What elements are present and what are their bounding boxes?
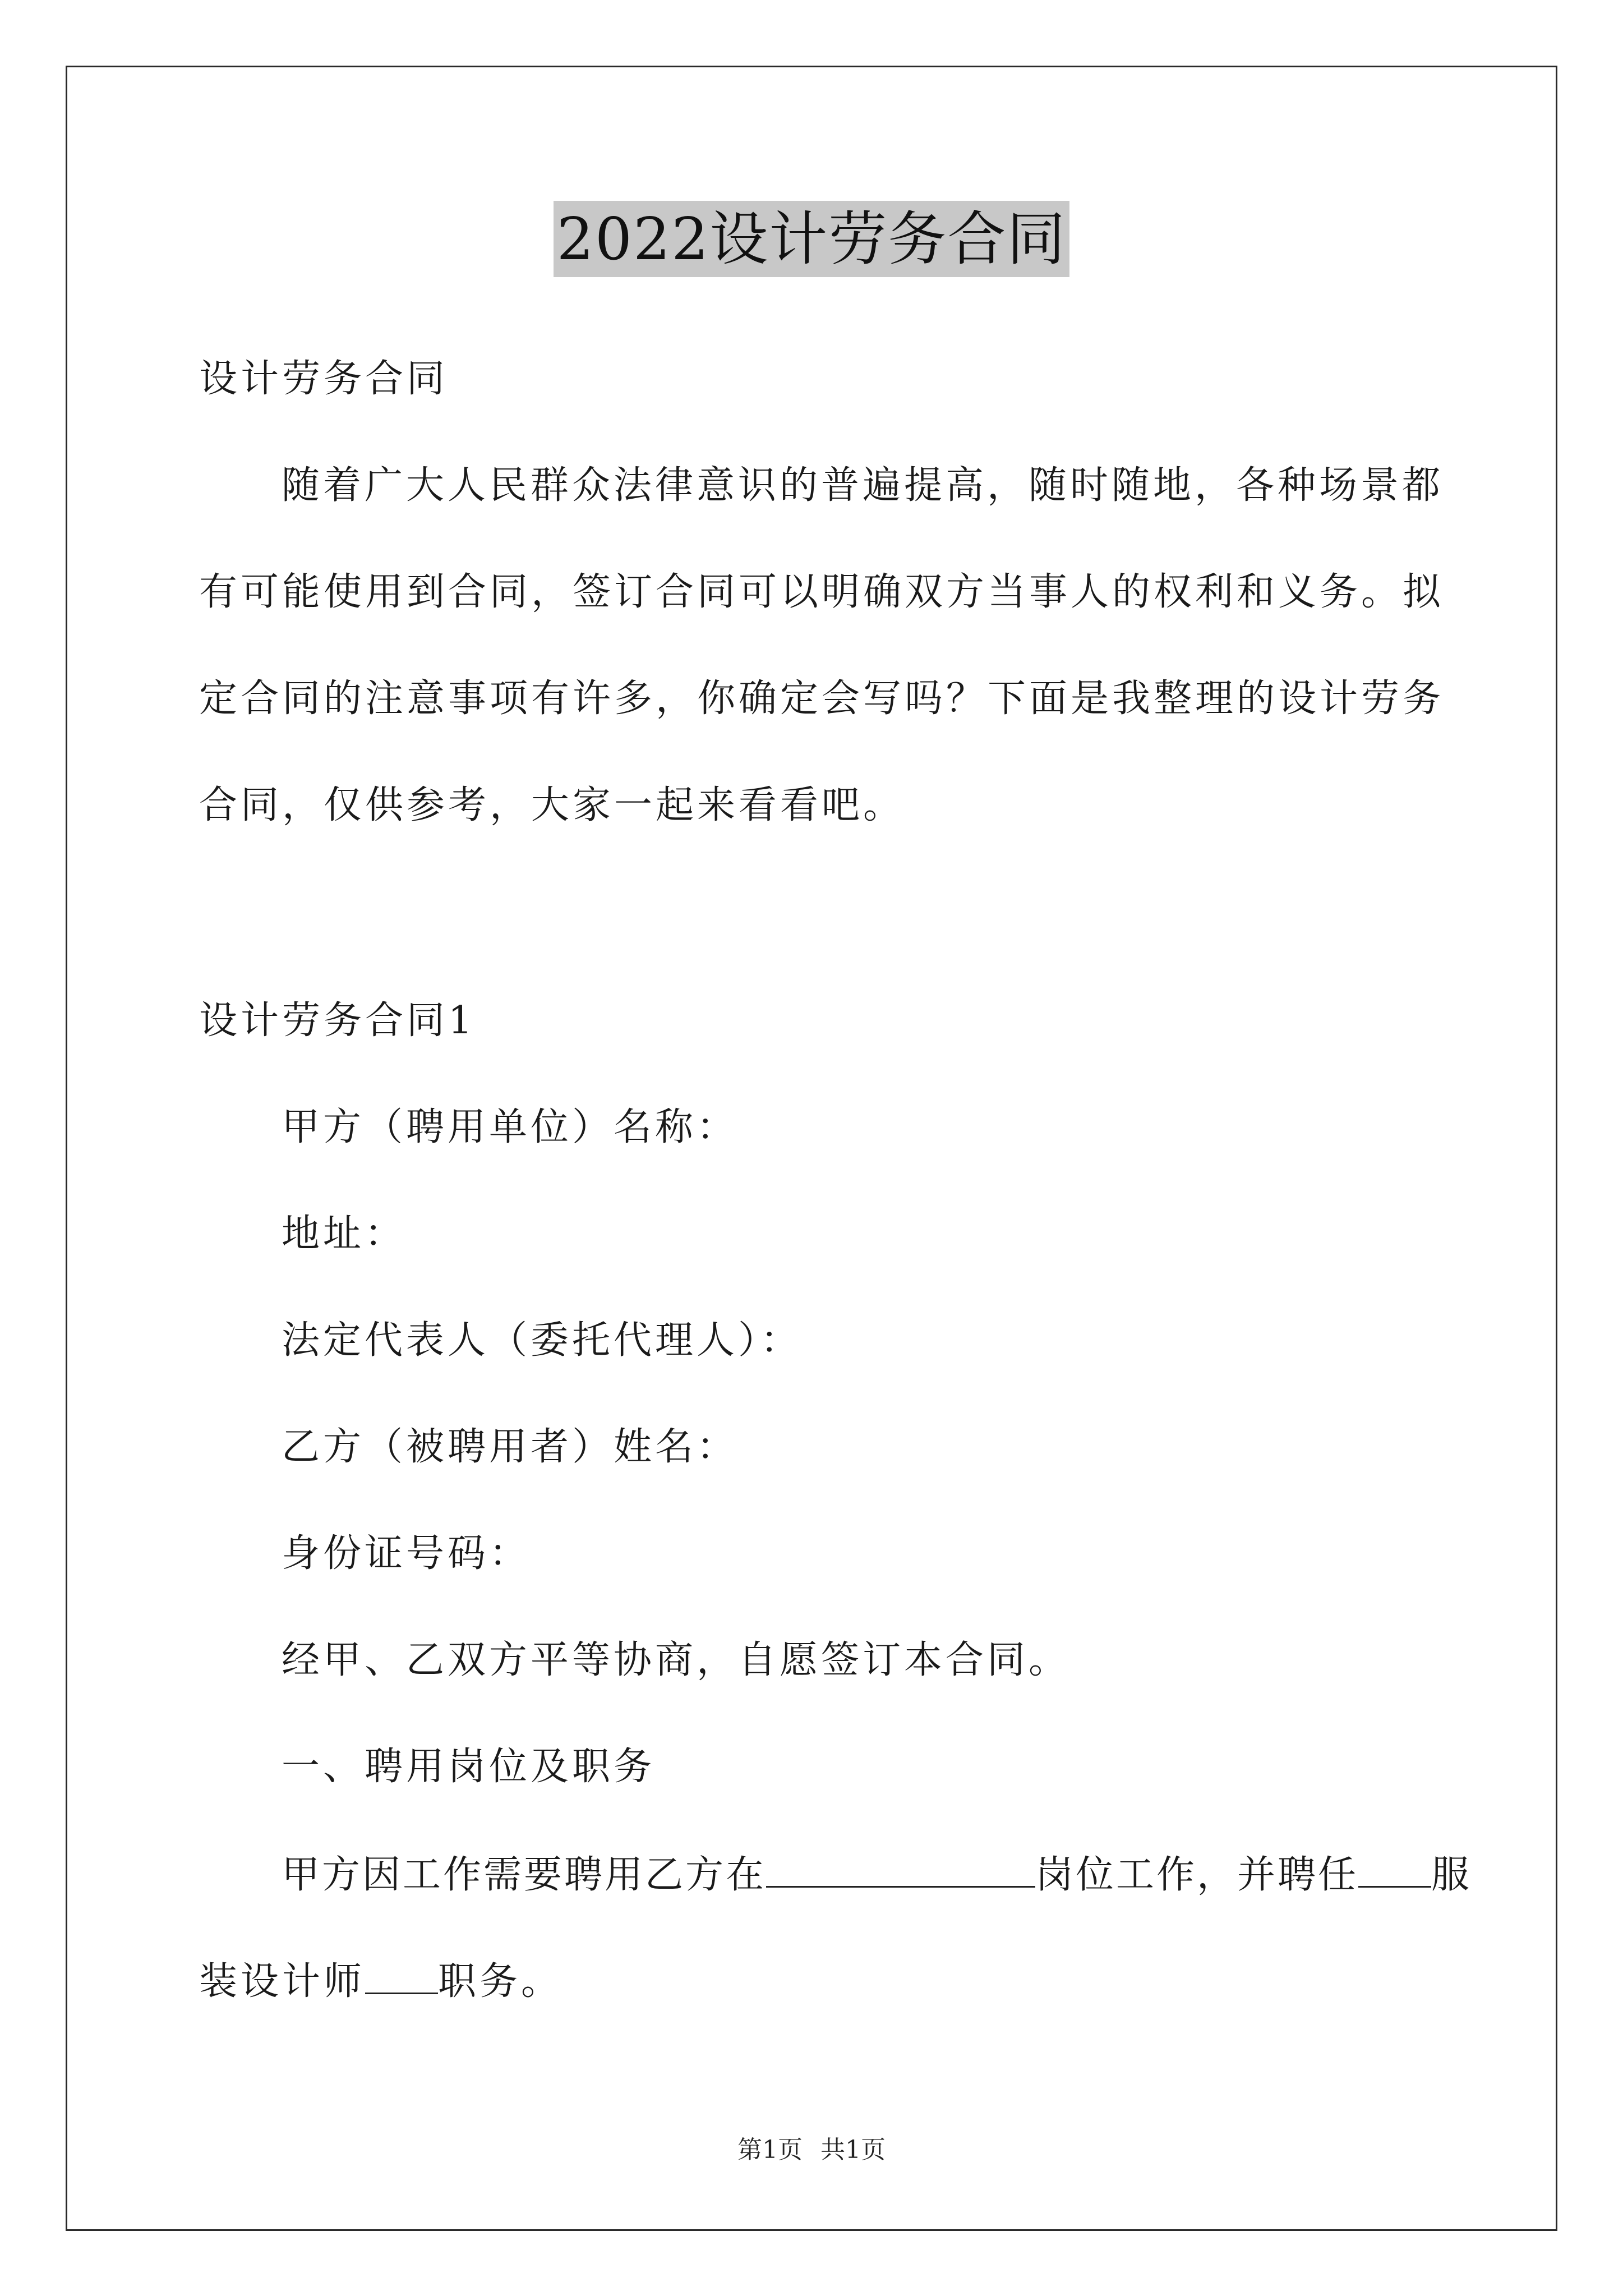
title-container	[0, 201, 1623, 277]
party-b-field: 乙方（被聘用者）姓名：	[282, 1425, 739, 1469]
page-number: 第1页	[737, 2136, 803, 2164]
paragraph-line: 随着广大人民群众法律意识的普遍提高，随时随地，各种场景都	[282, 463, 1444, 508]
job-clause-text: 岗位工作，并聘任	[1035, 1853, 1359, 1897]
section-heading: 设计劳务合同	[199, 357, 449, 401]
position-blank	[766, 1851, 1035, 1888]
job-clause-text: 装设计师	[199, 1959, 366, 2004]
job-clause-text: 职务。	[438, 1959, 563, 2004]
section-title: 一、聘用岗位及职务	[282, 1745, 656, 1789]
contract-heading: 设计劳务合同1	[199, 999, 476, 1043]
agreement-line: 经甲、乙双方平等协商，自愿签订本合同。	[282, 1638, 1071, 1682]
job-clause-text: 甲方因工作需要聘用乙方在	[282, 1853, 767, 1897]
paragraph-line: 定合同的注意事项有许多，你确定会写吗？下面是我整理的设计劳务	[199, 677, 1445, 721]
paragraph-line: 合同，仅供参考，大家一起来看看吧。	[199, 783, 905, 827]
job-clause-line	[282, 1851, 1472, 1898]
legal-representative-field: 法定代表人（委托代理人）：	[282, 1318, 803, 1363]
title-blank	[365, 1958, 438, 1994]
total-pages: 共1页	[820, 2136, 886, 2164]
party-a-field: 甲方（聘用单位）名称：	[282, 1105, 739, 1149]
paragraph-line: 有可能使用到合同，签订合同可以明确双方当事人的权利和义务。拟	[199, 570, 1445, 614]
id-number-field: 身份证号码：	[282, 1531, 531, 1576]
document-title: 2022设计劳务合同	[554, 201, 1070, 277]
address-field: 地址：	[282, 1212, 407, 1256]
job-clause-line	[199, 1958, 562, 2004]
title-blank	[1358, 1851, 1431, 1888]
job-clause-text: 服	[1431, 1853, 1472, 1897]
page-footer	[0, 2134, 1623, 2166]
